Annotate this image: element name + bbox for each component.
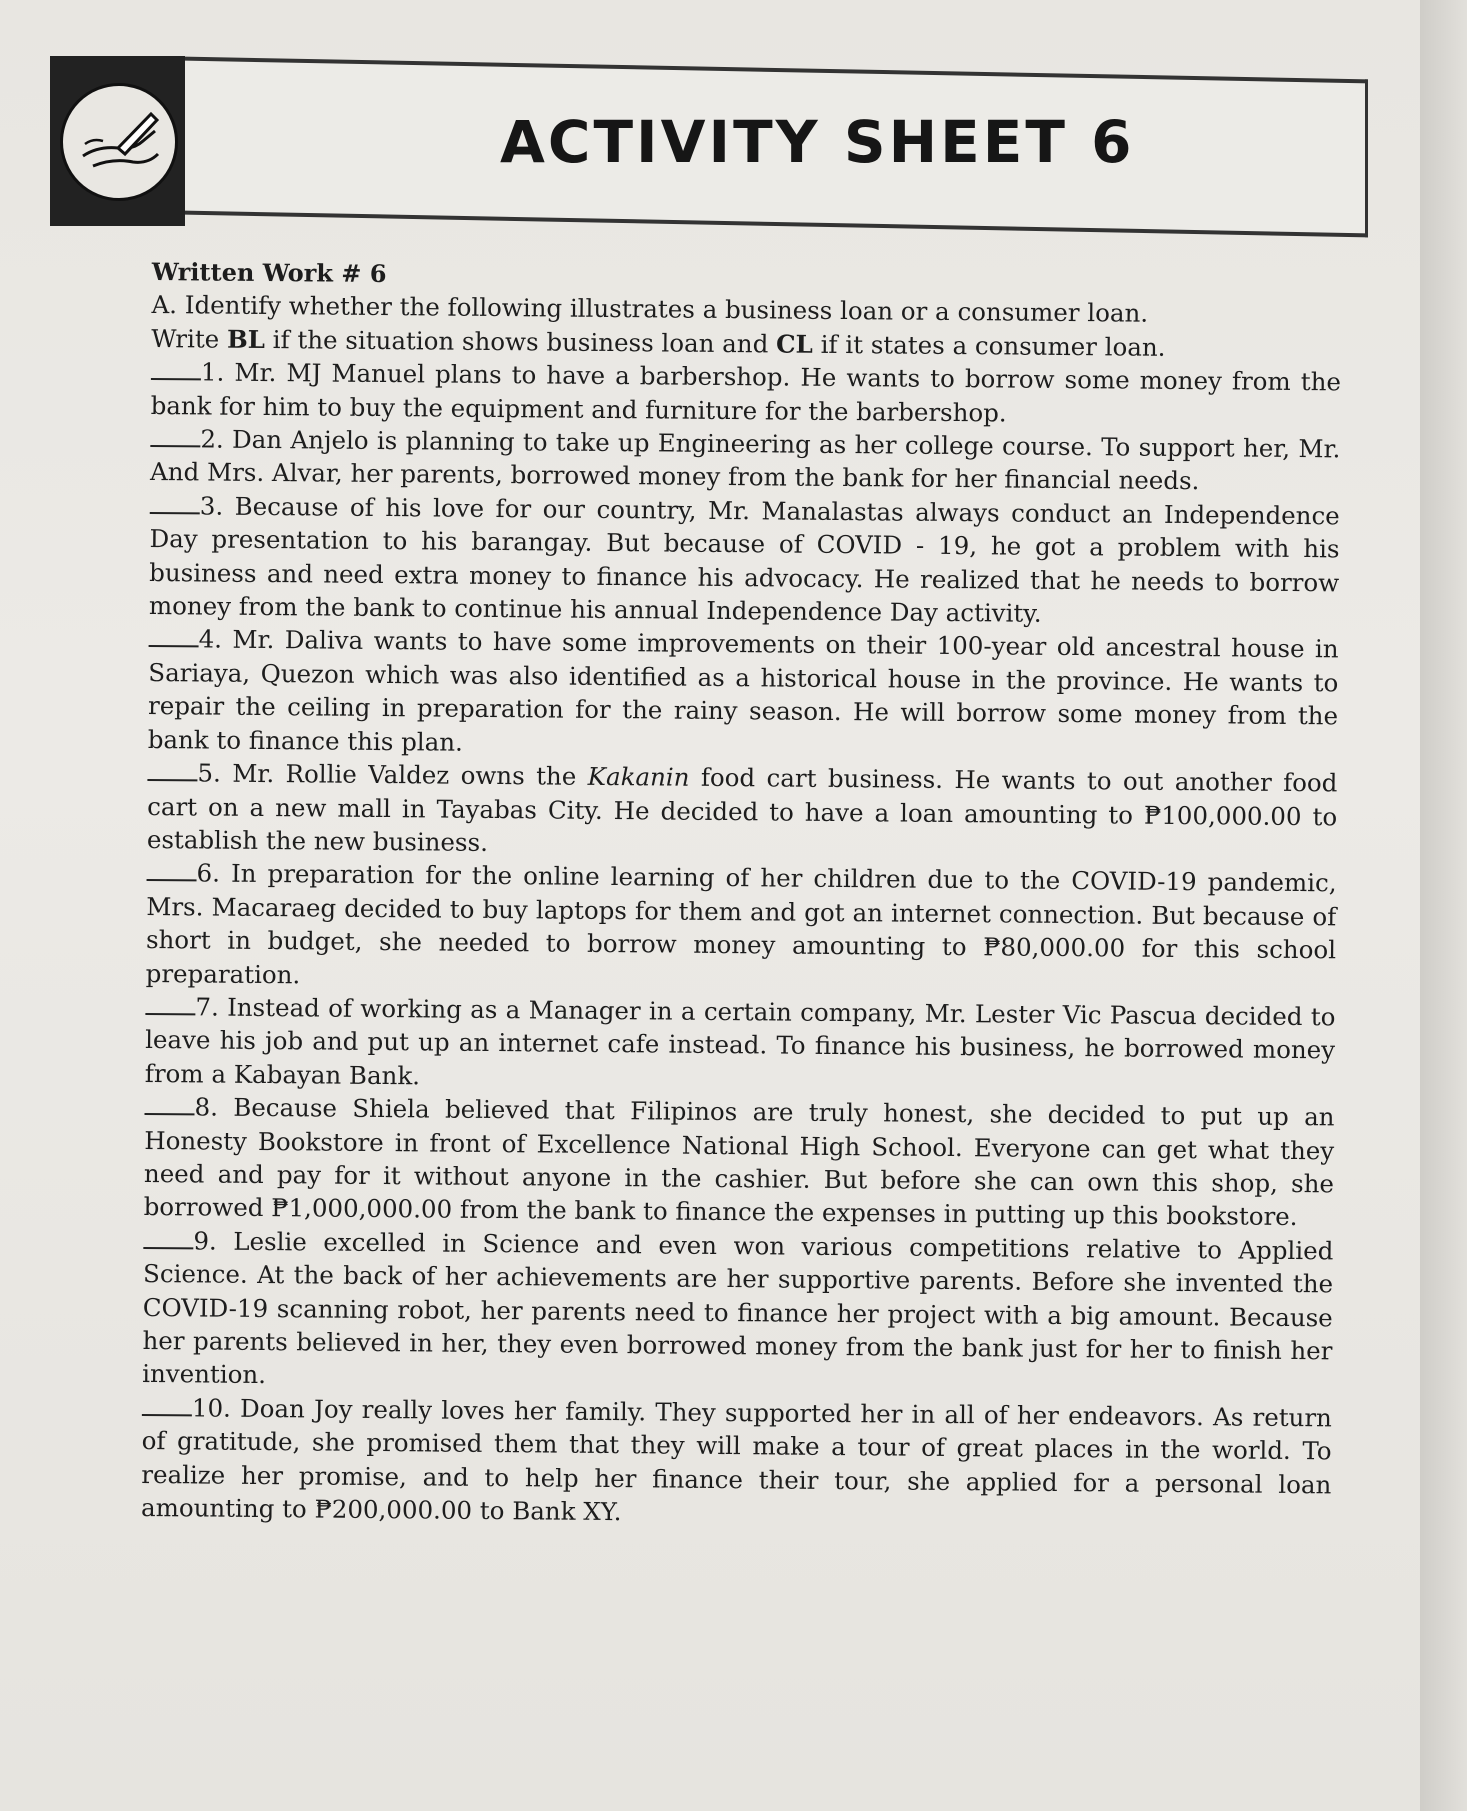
question-text: 6. In preparation for the online learning of her children due to the COVID-19 pandemic, Mrs. Macaraeg decided to buy laptops for them and got an internet connection. But because of short in budget, she needed to borrow money amounting to ₱80,000.00 for this school preparation. — [145, 858, 1337, 989]
question-item — [146, 856, 1337, 1000]
answer-blank[interactable] — [150, 490, 200, 514]
instructions — [151, 288, 1342, 365]
question-item — [150, 422, 1341, 499]
question-text: 7. Instead of working as a Manager in a certain company, Mr. Lester Vic Pascua decided to leave his job and put up an internet cafe instead. To finance his business, he borrowed money from a Kabayan Bank. — [144, 992, 1336, 1091]
answer-blank[interactable] — [145, 991, 195, 1015]
question-text: 9. Leslie excelled in Science and even won various competitions relative to Applied Science. At the back of her achievements are her supportive parents. Before she invented the COVID-19 scanning robot, her parents need to finance her project with a big amount. Because her parents believed in her, they even borrowed money from the bank just for her to finish her invention. — [142, 1226, 1334, 1390]
question-text-pre: 5. Mr. Rollie Valdez owns the — [197, 758, 588, 791]
answer-blank[interactable] — [151, 356, 201, 380]
instruction-mid: if the situation shows business loan and — [264, 324, 777, 359]
answer-blank[interactable] — [147, 757, 197, 781]
question-item — [149, 489, 1340, 633]
question-text: 8. Because Shiela believed that Filipinos are truly honest, she decided to put up an Honesty Bookstore in front of Excellence National High School. Everyone can get what they need and pay for it without anyone in the cashier. But before she can own this shop, she borrowed ₱1,000,000.00 from the bank to finance the expenses in putting up this bookstore. — [143, 1092, 1335, 1232]
page-edge — [1420, 0, 1467, 1811]
answer-blank[interactable] — [143, 1225, 193, 1249]
question-item — [145, 990, 1336, 1101]
answer-blank[interactable] — [147, 857, 197, 881]
code-cl: CL — [775, 329, 813, 359]
question-text: 3. Because of his love for our country, Mr. Manalastas always conduct an Independence Day presentation to his barangay. But because of COVID - 19, he got a problem with his business and need extra money to finance his advocacy. He realized that he needs to borrow money from the bank to continue his annual Independence Day activity. — [148, 491, 1340, 628]
instruction-end: if it states a consumer loan. — [812, 329, 1166, 362]
question-text: 1. Mr. MJ Manuel plans to have a barbershop. He wants to borrow some money from the bank for him to buy the equipment and furniture for the barbershop. — [150, 357, 1342, 428]
answer-blank[interactable] — [142, 1392, 192, 1416]
page-title: ACTIVITY SHEET 6 — [500, 108, 1135, 176]
question-item — [141, 1391, 1332, 1535]
question-text: 4. Mr. Daliva wants to have some improvements on their 100-year old ancestral house in Sariaya, Quezon which was also identified as a historical house in the province. He wants to repair the ceiling in preparation for the rainy season. He will borrow some money from the bank to finance this plan. — [147, 624, 1339, 757]
answer-blank[interactable] — [149, 623, 199, 647]
question-item — [151, 355, 1342, 432]
answer-blank[interactable] — [144, 1091, 194, 1115]
answer-blank[interactable] — [150, 423, 200, 447]
question-text-emphasis: Kakanin — [587, 761, 690, 792]
question-item — [144, 1090, 1335, 1234]
question-text: 10. Doan Joy really loves her family. They supported her in all of her endeavors. As return of gratitude, she promised them that they will make a tour of great places in the world. To realize her promise, and to help her finance their tour, she applied for a personal loan amounting to ₱200,000.00 to Bank XY. — [140, 1393, 1333, 1527]
question-text-post: food cart business. He wants to out another food cart on a new mall in Tayabas City. He decided to have a loan amounting to ₱100,000.00 to establish the new business. — [146, 762, 1338, 857]
hand-writing-icon — [60, 83, 178, 201]
worksheet-content — [141, 255, 1342, 1535]
code-bl: BL — [226, 324, 266, 354]
question-item — [147, 756, 1338, 867]
section-heading: Written Work # 6 — [151, 256, 387, 289]
question-text: 2. Dan Anjelo is planning to take up Engineering as her college course. To support her, Mr. And Mrs. Alvar, her parents, borrowed money from the bank for her financial needs. — [149, 424, 1341, 496]
question-item — [148, 622, 1339, 766]
question-item — [142, 1224, 1333, 1401]
instruction-write: Write — [151, 323, 228, 354]
header-banner — [50, 48, 1390, 228]
instruction-line-1: A. Identify whether the following illustrates a business loan or a consumer loan. — [151, 290, 1149, 329]
